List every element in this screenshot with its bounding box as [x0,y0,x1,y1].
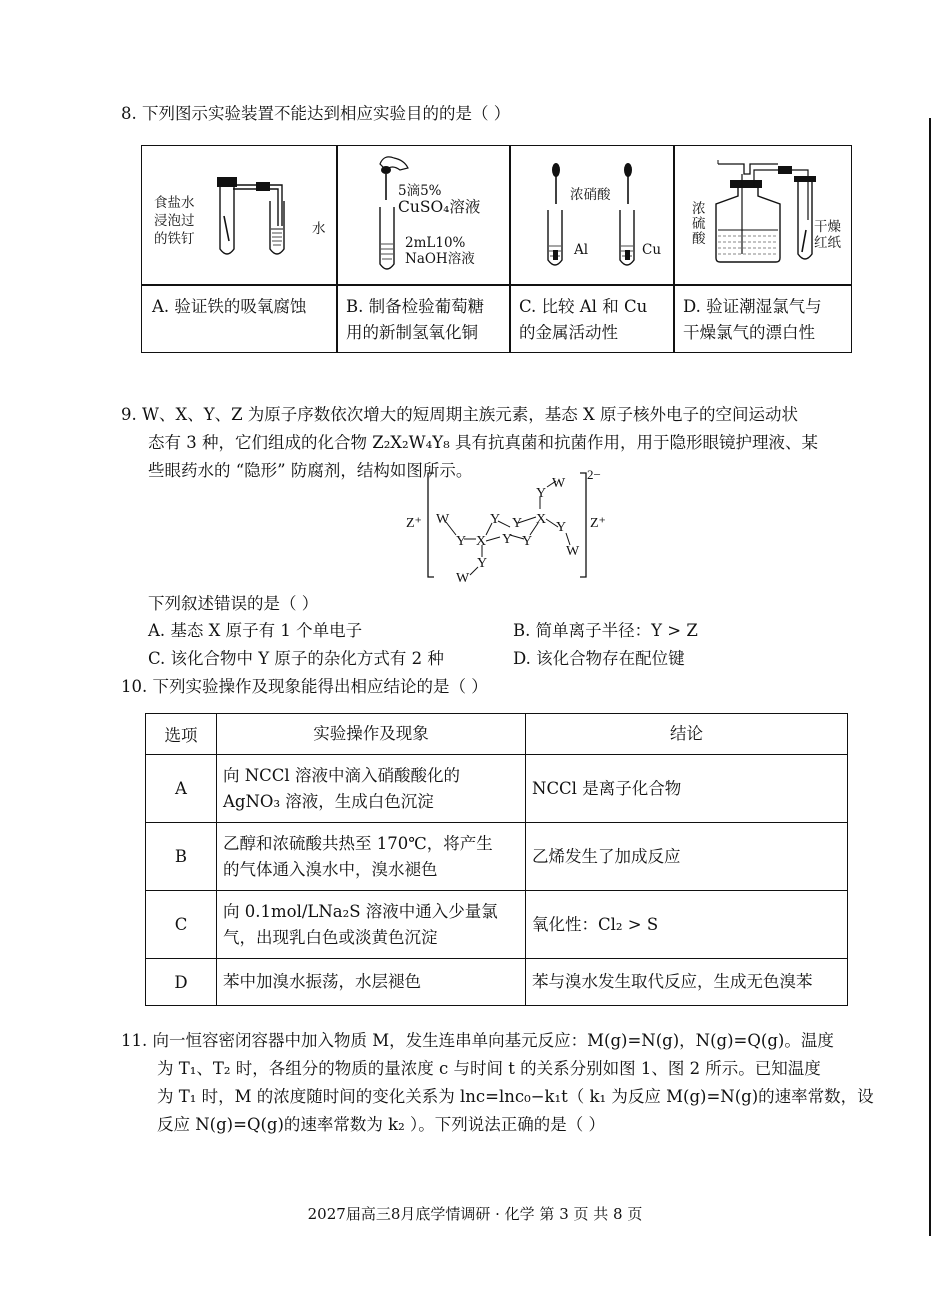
table-row [146,755,848,823]
apparatus-c-figure [542,160,652,272]
q11-stem-line3: 为 T₁ 时，M 的浓度随时间的变化关系为 lnc=lnc₀−k₁t（ k₁ 为反应 M(g)=N(g)的速率常数，设 [157,1087,874,1106]
q8-option-a: A. 验证铁的吸氧腐蚀 [152,297,307,316]
struct-y-6: Y [536,486,547,501]
table-row [146,891,848,959]
struct-w-3: W [566,544,580,559]
q9-stem-line1: 9. W、X、Y、Z 为原子序数依次增大的短周期主族元素，基态 X 原子核外电子的空间运动状 [121,405,799,424]
table-row [146,823,848,891]
q9-stem-line3: 些眼药水的 “隐形” 防腐剂，结构如图所示。 [148,461,473,480]
q10-row-a-operation: 向 NCCl 溶液中滴入硝酸酸化的 AgNO₃ 溶液，生成白色沉淀 [217,755,526,823]
q10-header-conclusion: 结论 [526,714,848,755]
label-salt-water-3: 的铁钉 [154,231,195,247]
label-water: 水 [312,221,326,237]
label-d-paper-2: 红纸 [814,235,841,251]
q8-stem: 8. 下列图示实验装置不能达到相应实验目的的是（ ） [121,104,511,123]
label-b-drops: 5滴5% [398,183,442,199]
struct-y-5: Y [522,534,533,549]
label-d-acid-2: 硫 [692,216,706,232]
q8-option-d-line2: 干燥氯气的漂白性 [683,323,815,342]
q10-header-option: 选项 [146,714,217,755]
q10-row-d-conclusion: 苯与溴水发生取代反应，生成无色溴苯 [526,959,848,1006]
label-d-acid-3: 酸 [692,231,706,247]
binding-margin-line [929,118,931,1236]
q8-apparatus-table [141,145,852,353]
struct-x-2: X [536,512,547,527]
q11-stem-line1: 11. 向一恒容密闭容器中加入物质 M，发生连串单向基元反应：M(g)=N(g)，N(g)=Q(g)。温度 [121,1031,834,1050]
q8-option-c-line1: C. 比较 Al 和 Cu [519,297,648,316]
struct-w-1: W [436,512,450,527]
q10-row-c-conclusion: 氧化性：Cl₂ > S [526,891,848,959]
q10-row-c-option: C [146,891,217,959]
struct-y-7: Y [556,520,567,535]
q9-option-c: C. 该化合物中 Y 原子的杂化方式有 2 种 [148,649,444,668]
struct-y-8: Y [477,556,488,571]
apparatus-d-figure [708,160,824,272]
page-footer: 2027届高三8月底学情调研 · 化学 第 3 页 共 8 页 [307,1205,643,1223]
label-b-cuso4: CuSO₄溶液 [398,198,481,216]
struct-z-right: Z⁺ [590,516,606,531]
q9-option-a: A. 基态 X 原子有 1 个单电子 [148,621,363,640]
q10-table [145,713,848,1006]
q10-row-b-option: B [146,823,217,891]
q8-option-b-line2: 用的新制氢氧化铜 [346,323,478,342]
struct-y-3: Y [502,532,513,547]
q9-ask: 下列叙述错误的是（ ） [148,594,319,613]
q10-row-d-operation: 苯中加溴水振荡，水层褪色 [217,959,526,1006]
struct-y-4: Y [512,516,523,531]
struct-x-1: X [476,534,487,549]
label-salt-water-2: 浸泡过 [154,213,195,229]
q10-header-operation: 实验操作及现象 [217,714,526,755]
label-c-nitric-acid: 浓硝酸 [570,187,611,203]
struct-w-2: W [552,476,566,491]
q9-stem-line2: 态有 3 种，它们组成的化合物 Z₂X₂W₄Y₈ 具有抗真菌和抗菌作用，用于隐形眼镜护理液、某 [148,433,818,452]
q10-row-a-option: A [146,755,217,823]
struct-z-left: Z⁺ [406,516,422,531]
q10-stem: 10. 下列实验操作及现象能得出相应结论的是（ ） [121,677,488,696]
label-b-volume: 2mL10% [405,235,466,251]
label-c-al: Al [574,242,589,258]
q8-option-d-line1: D. 验证潮湿氯气与 [683,297,822,316]
struct-y-1: Y [456,534,467,549]
q9-structure-diagram [400,465,620,585]
struct-y-2: Y [490,512,501,527]
q11-stem-line2: 为 T₁、T₂ 时，各组分的物质的量浓度 c 与时间 t 的关系分别如图 1、图 2 所示。已知温度 [157,1059,821,1078]
label-b-naoh: NaOH溶液 [405,251,475,267]
struct-charge: 2− [587,467,601,482]
label-c-cu: Cu [642,242,662,258]
q8-option-b-line1: B. 制备检验葡萄糖 [346,297,485,316]
q9-option-d: D. 该化合物存在配位键 [513,649,685,668]
q8-option-c-line2: 的金属活动性 [519,323,618,342]
q10-header-row [146,714,848,755]
q11-stem-line4: 反应 N(g)=Q(g)的速率常数为 k₂ ）。下列说法正确的是（ ） [157,1115,606,1134]
q10-row-a-conclusion: NCCl 是离子化合物 [526,755,848,823]
q10-row-c-operation: 向 0.1mol/LNa₂S 溶液中通入少量氯 气，出现乳白色或淡黄色沉淀 [217,891,526,959]
struct-w-4: W [456,571,470,585]
label-d-paper-1: 干燥 [814,219,841,235]
q9-option-b: B. 简单离子半径：Y > Z [513,621,698,640]
table-row [146,959,848,1006]
q10-row-b-operation: 乙醇和浓硫酸共热至 170℃，将产生 的气体通入溴水中，溴水褪色 [217,823,526,891]
q10-row-b-conclusion: 乙烯发生了加成反应 [526,823,848,891]
label-salt-water-1: 食盐水 [154,195,195,211]
label-d-acid-1: 浓 [692,201,706,217]
q10-row-d-option: D [146,959,217,1006]
